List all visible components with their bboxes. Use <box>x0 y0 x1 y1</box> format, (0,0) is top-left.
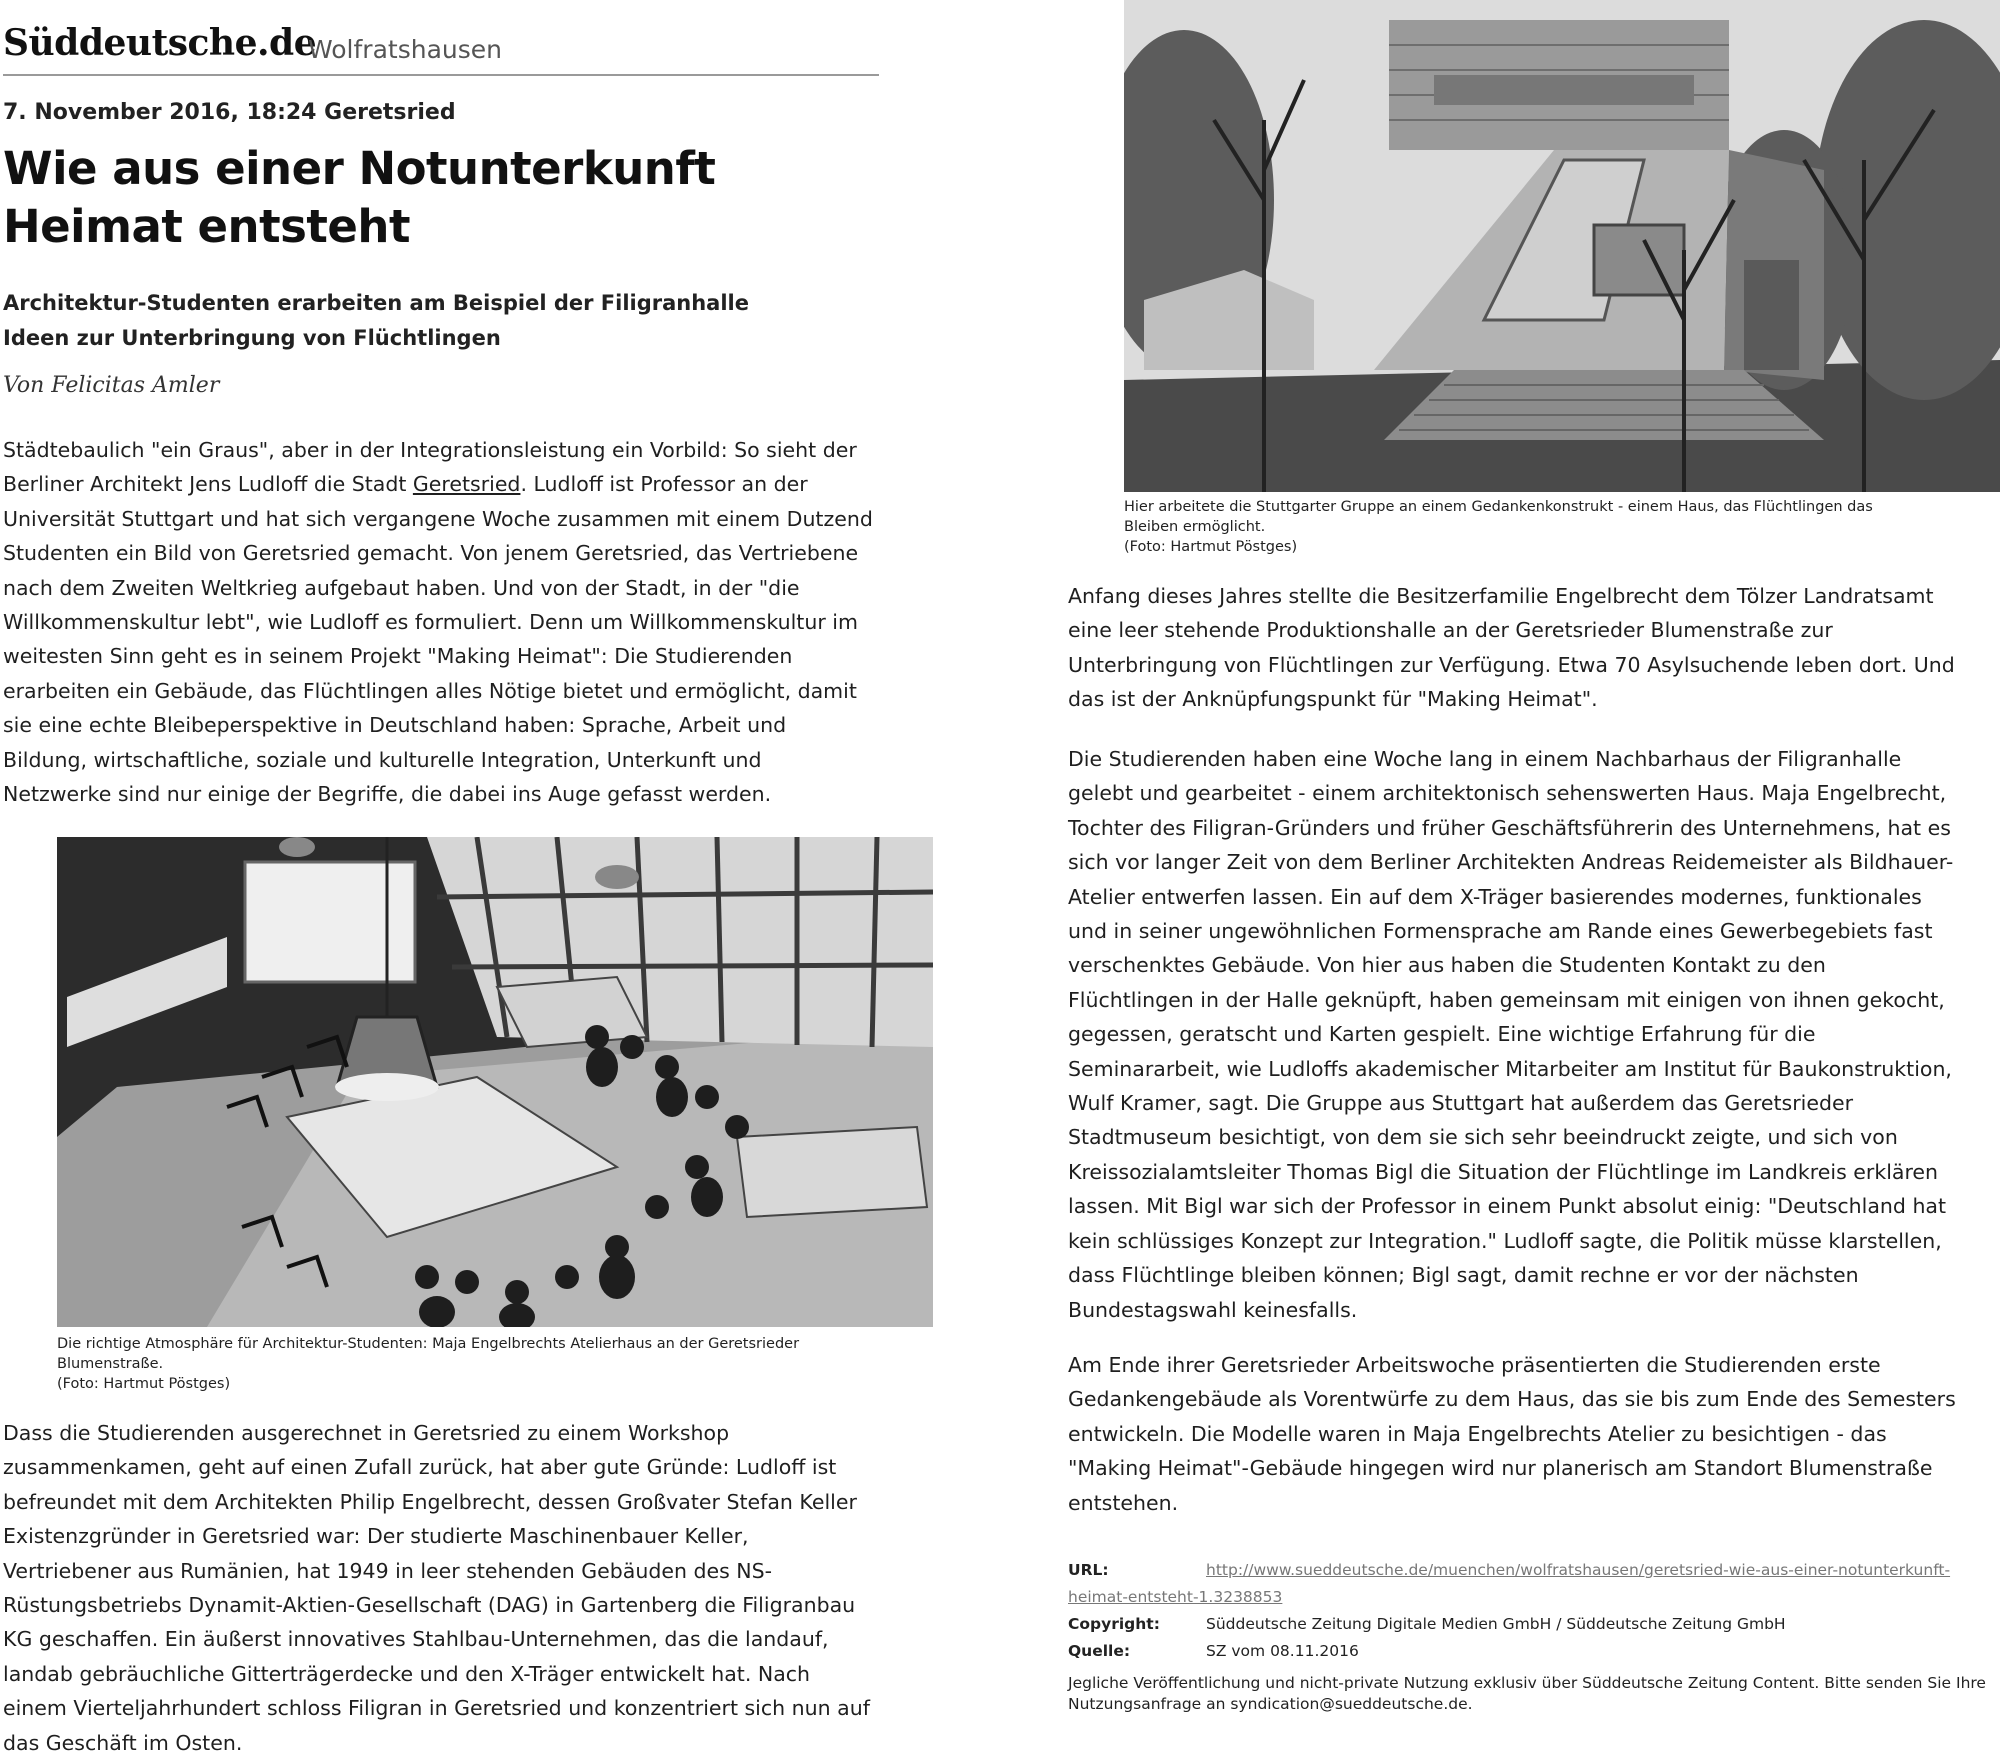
photo-2-caption-text: Hier arbeitete die Stuttgarter Gruppe an einem Gedankenkonstrukt - einem Haus, das Flüchtlingen das Bleiben ermöglicht. <box>1124 499 1873 535</box>
article-meta <box>1068 1557 1988 1715</box>
geretsried-link[interactable]: Geretsried <box>412 472 521 497</box>
dateline: 7. November 2016, 18:24 Geretsried <box>3 100 456 125</box>
meta-copyright-row <box>1068 1611 1988 1638</box>
syndication-note: Jegliche Veröffentlichung und nicht-private Nutzung exklusiv über Süddeutsche Zeitung Content. Bitte senden Sie Ihre Nutzungsanfrage an syndication@sueddeutsche.de. <box>1068 1674 1986 1713</box>
atelier-interior-photo <box>57 837 933 1327</box>
paragraph-1-start: Städtebaulich "ein Graus", aber in der Integrationsleistung ein Vorbild: So sieht der Berliner Architekt Jens Ludloff die Stadt <box>3 438 857 497</box>
atelier-exterior-photo <box>1124 0 2000 492</box>
paragraph-2: Dass die Studierenden ausgerechnet in Geretsried zu einem Workshop zusammenkamen, geht auf einen Zufall zurück, hat aber gute Gründe: Ludloff ist befreundet mit dem Architekten Philip Engelbrecht, dessen Großvater Stefan Keller Existenzgründer in Geretsried war: Der studierte Maschinenbauer Keller, Vertriebener aus Rumänien, hat 1949 in leer stehenden Gebäuden des NS-Rüstungsbetriebs Dynamit-Aktien-Gesellschaft (DAG) in Gartenberg die Filigranbau KG geschaffen. Ein äußerst innovatives Stahlbau-Unternehmen, das die landauf, landab gebräuchliche Gitterträgerdecke und den X-Träger entwickelt hat. Nach einem Vierteljahrhundert schloss Filigran in Geretsried und konzentriert sich nun auf das Geschäft im Osten. <box>3 1421 870 1755</box>
masthead <box>3 22 879 76</box>
headline: Wie aus einer Notunterkunft Heimat entsteht <box>3 142 716 253</box>
meta-url-label: URL: <box>1068 1561 1109 1579</box>
teaser: Architektur-Studenten erarbeiten am Beispiel der Filigranhalle Ideen zur Unterbringung von Flüchtlingen <box>3 291 749 350</box>
meta-copyright-label: Copyright: <box>1068 1615 1160 1633</box>
photo-2-caption <box>1124 497 1924 557</box>
meta-source-row <box>1068 1638 1988 1665</box>
meta-source-value: SZ vom 08.11.2016 <box>1206 1642 1359 1660</box>
photo-1-caption-text: Die richtige Atmosphäre für Architektur-Studenten: Maja Engelbrechts Atelierhaus an der Geretsrieder Blumenstraße. <box>57 1336 800 1372</box>
meta-url-row <box>1068 1557 1988 1611</box>
photo-2-credit: (Foto: Hartmut Pöstges) <box>1124 539 1298 555</box>
photo-1-caption <box>57 1334 857 1394</box>
paragraph-4: Die Studierenden haben eine Woche lang in einem Nachbarhaus der Filigranhalle gelebt und gearbeitet - einem architektonisch sehenswerten Haus. Maja Engelbrecht, Tochter des Filigran-Gründers und früher Geschäftsführerin des Unternehmens, hat es sich vor langer Zeit von dem Berliner Architekten Andreas Reidemeister als Bildhauer-Atelier entwerfen lassen. Ein auf dem X-Träger basierendes modernes, funktionales und in seiner ungewöhnlichen Formensprache am Rande eines Gewerbegebiets fast verschenktes Gebäude. Von hier aus haben die Studenten Kontakt zu den Flüchtlingen in der Halle geknüpft, haben gemeinsam mit einigen von ihnen gekocht, gegessen, geratscht und Karten gespielt. Eine wichtige Erfahrung für die Seminararbeit, wie Ludloffs akademischer Mitarbeiter am Institut für Baukonstruktion, Wulf Kramer, sagt. Die Gruppe aus Stuttgart hat außerdem das Geretsrieder Stadtmuseum besichtigt, von dem sie sich sehr beeindruckt zeigte, und sich von Kreissozialamtsleiter Thomas Bigl die Situation der Flüchtlinge im Landkreis erklären lassen. Mit Bigl war sich der Professor in einem Punkt absolut einig: "Deutschland hat kein schlüssiges Konzept zur Integration." Ludloff sagte, die Politik müsse klarstellen, dass Flüchtlinge bleiben können; Bigl sagt, damit rechne er vor der nächsten Bundestagswahl keinesfalls. <box>1068 747 1954 1322</box>
meta-copyright-value: Süddeutsche Zeitung Digitale Medien GmbH / Süddeutsche Zeitung GmbH <box>1206 1615 1786 1633</box>
photo-1-credit: (Foto: Hartmut Pöstges) <box>57 1376 231 1392</box>
paragraph-3: Anfang dieses Jahres stellte die Besitzerfamilie Engelbrecht dem Tölzer Landratsamt eine leer stehende Produktionshalle an der Geretsrieder Blumenstraße zur Unterbringung von Flüchtlingen zur Verfügung. Etwa 70 Asylsuchende leben dort. Und das ist der Anknüpfungspunkt für "Making Heimat". <box>1068 584 1955 712</box>
paragraph-1-end: . Ludloff ist Professor an der Universität Stuttgart und hat sich vergangene Woche zusammen mit einem Dutzend Studenten ein Bild von Geretsried gemacht. Von jenem Geretsried, das Vertriebene nach dem Zweiten Weltkrieg aufgebaut haben. Und von der Stadt, in der "die Willkommenskultur lebt", wie Ludloff es formuliert. Denn um Willkommenskultur im weitesten Sinn geht es in seinem Projekt "Making Heimat": Die Studierenden erarbeiten ein Gebäude, das Flüchtlingen alles Nötige bietet und ermöglicht, damit sie eine echte Bleibeperspektive in Deutschland haben: Sprache, Arbeit und Bildung, wirtschaftliche, soziale und kulturelle Integration, Unterkunft und Netzwerke sind nur einige der Begriffe, die dabei ins Auge gefasst werden. <box>3 472 873 807</box>
byline: Von Felicitas Amler <box>3 373 220 398</box>
meta-source-label: Quelle: <box>1068 1642 1131 1660</box>
article-url-link[interactable]: http://www.sueddeutsche.de/muenchen/wolfratshausen/geretsried-wie-aus-einer-notunterkunft-heimat-entsteht-1.3238853 <box>1068 1561 1951 1606</box>
paragraph-5: Am Ende ihrer Geretsrieder Arbeitswoche präsentierten die Studierenden erste Gedankengebäude als Vorentwürfe zu dem Haus, das sie bis zum Ende des Semesters entwickeln. Die Modelle waren in Maja Engelbrechts Atelier zu besichtigen - das "Making Heimat"-Gebäude hingegen wird nur planerisch am Standort Blumenstraße entstehen. <box>1068 1353 1956 1515</box>
paragraph-1 <box>3 433 875 811</box>
site-logo[interactable]: Süddeutsche.de <box>3 22 317 64</box>
section-label[interactable]: Wolfratshausen <box>308 35 502 64</box>
